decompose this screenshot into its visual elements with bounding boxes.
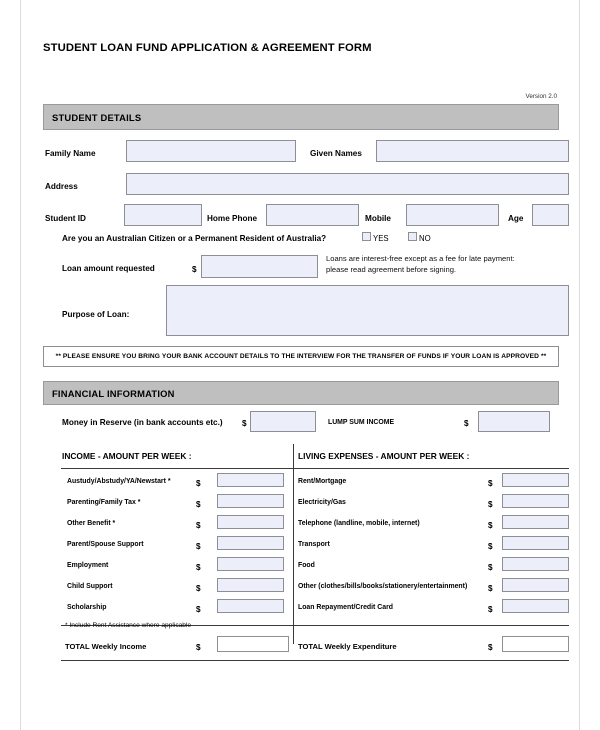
- loan-amount-currency: $: [192, 265, 197, 274]
- expense-row-label: Telephone (landline, mobile, internet): [298, 520, 420, 527]
- address-input[interactable]: [126, 173, 569, 195]
- total-weekly-income-input[interactable]: [217, 636, 289, 652]
- expense-row-label: Electricity/Gas: [298, 499, 346, 506]
- expense-row-currency: $: [488, 584, 493, 593]
- citizen-yes-label: YES: [373, 234, 389, 243]
- income-row-currency: $: [196, 521, 201, 530]
- interest-note-line-2: please read agreement before signing.: [326, 265, 457, 274]
- bank-details-notice-text: ** PLEASE ENSURE YOU BRING YOUR BANK ACCOUNT DETAILS TO THE INTERVIEW FOR THE TRANSFER OF FUNDS IF YOUR LOAN IS APPROVED **: [55, 353, 547, 360]
- income-row-input[interactable]: [217, 494, 284, 508]
- table-top-rule: [61, 468, 569, 469]
- expense-row-label: Transport: [298, 541, 330, 548]
- student-id-input[interactable]: [124, 204, 202, 226]
- expense-row-label: Other (clothes/bills/books/stationery/entertainment): [298, 583, 468, 590]
- section-header-financial-information-label: FINANCIAL INFORMATION: [52, 387, 175, 399]
- expense-row-currency: $: [488, 542, 493, 551]
- version-label: Version 2.0: [525, 93, 557, 100]
- expense-row-currency: $: [488, 521, 493, 530]
- interest-note-line-1: Loans are interest-free except as a fee for late payment:: [326, 254, 515, 263]
- income-row-label: Employment: [67, 562, 109, 569]
- family-name-label: Family Name: [45, 149, 96, 158]
- income-row-label: Child Support: [67, 583, 113, 590]
- income-footnote: * Include Rent Assistance where applicable: [65, 622, 192, 629]
- money-in-reserve-label: Money in Reserve (in bank accounts etc.): [62, 418, 223, 427]
- expense-row-input[interactable]: [502, 599, 569, 613]
- income-row-input[interactable]: [217, 599, 284, 613]
- money-in-reserve-input[interactable]: [250, 411, 316, 432]
- expense-row-currency: $: [488, 479, 493, 488]
- total-weekly-income-currency: $: [196, 643, 201, 652]
- given-names-input[interactable]: [376, 140, 569, 162]
- income-row-label: Parent/Spouse Support: [67, 541, 144, 548]
- total-weekly-expenditure-currency: $: [488, 643, 493, 652]
- citizen-yes-checkbox[interactable]: [362, 232, 371, 241]
- table-center-divider: [293, 444, 294, 644]
- given-names-label: Given Names: [310, 149, 362, 158]
- income-row-currency: $: [196, 542, 201, 551]
- income-row-input[interactable]: [217, 557, 284, 571]
- expense-row-label: Loan Repayment/Credit Card: [298, 604, 393, 611]
- lump-sum-income-label: LUMP SUM INCOME: [328, 419, 395, 426]
- expense-row-currency: $: [488, 605, 493, 614]
- expenses-column-heading: LIVING EXPENSES - AMOUNT PER WEEK :: [298, 451, 470, 461]
- expense-row-input[interactable]: [502, 515, 569, 529]
- income-row-input[interactable]: [217, 578, 284, 592]
- total-weekly-income-label: TOTAL Weekly Income: [65, 642, 147, 651]
- section-header-financial-information: [43, 381, 559, 405]
- expense-row-input[interactable]: [502, 578, 569, 592]
- income-row-currency: $: [196, 584, 201, 593]
- citizen-no-checkbox[interactable]: [408, 232, 417, 241]
- lump-sum-income-input[interactable]: [478, 411, 550, 432]
- income-row-input[interactable]: [217, 515, 284, 529]
- address-label: Address: [45, 182, 78, 191]
- interest-note: [326, 253, 571, 275]
- income-row-label: Parenting/Family Tax *: [67, 499, 141, 506]
- expense-row-currency: $: [488, 500, 493, 509]
- total-weekly-expenditure-label: TOTAL Weekly Expenditure: [298, 642, 397, 651]
- lump-sum-income-currency: $: [464, 419, 469, 428]
- table-bottom-rule: [61, 660, 569, 661]
- form-page: [20, 0, 580, 730]
- student-id-label: Student ID: [45, 214, 86, 223]
- money-in-reserve-currency: $: [242, 419, 247, 428]
- income-row-currency: $: [196, 605, 201, 614]
- mobile-label: Mobile: [365, 214, 391, 223]
- loan-amount-input[interactable]: [201, 255, 318, 278]
- expense-row-label: Food: [298, 562, 315, 569]
- family-name-input[interactable]: [126, 140, 296, 162]
- loan-amount-label: Loan amount requested: [62, 264, 155, 273]
- income-row-input[interactable]: [217, 536, 284, 550]
- mobile-input[interactable]: [406, 204, 499, 226]
- age-label: Age: [508, 214, 524, 223]
- expense-row-currency: $: [488, 563, 493, 572]
- income-row-currency: $: [196, 479, 201, 488]
- income-row-label: Scholarship: [67, 604, 107, 611]
- section-header-student-details-label: STUDENT DETAILS: [52, 111, 142, 123]
- income-row-input[interactable]: [217, 473, 284, 487]
- income-row-label: Austudy/Abstudy/YA/Newstart *: [67, 478, 171, 485]
- expense-row-input[interactable]: [502, 536, 569, 550]
- income-row-currency: $: [196, 500, 201, 509]
- expense-row-label: Rent/Mortgage: [298, 478, 347, 485]
- expense-row-input[interactable]: [502, 473, 569, 487]
- page-title: STUDENT LOAN FUND APPLICATION & AGREEMENT FORM: [43, 42, 372, 54]
- income-row-label: Other Benefit *: [67, 520, 116, 527]
- bank-details-notice: [43, 346, 559, 367]
- citizen-no-label: NO: [419, 234, 431, 243]
- purpose-of-loan-input[interactable]: [166, 285, 569, 336]
- age-input[interactable]: [532, 204, 569, 226]
- section-header-student-details: [43, 104, 559, 130]
- total-weekly-expenditure-input[interactable]: [502, 636, 569, 652]
- home-phone-input[interactable]: [266, 204, 359, 226]
- expense-row-input[interactable]: [502, 557, 569, 571]
- purpose-of-loan-label: Purpose of Loan:: [62, 310, 130, 319]
- expense-row-input[interactable]: [502, 494, 569, 508]
- income-column-heading: INCOME - AMOUNT PER WEEK :: [62, 451, 192, 461]
- home-phone-label: Home Phone: [207, 214, 258, 223]
- citizenship-question-label: Are you an Australian Citizen or a Permanent Resident of Australia?: [62, 234, 327, 243]
- income-row-currency: $: [196, 563, 201, 572]
